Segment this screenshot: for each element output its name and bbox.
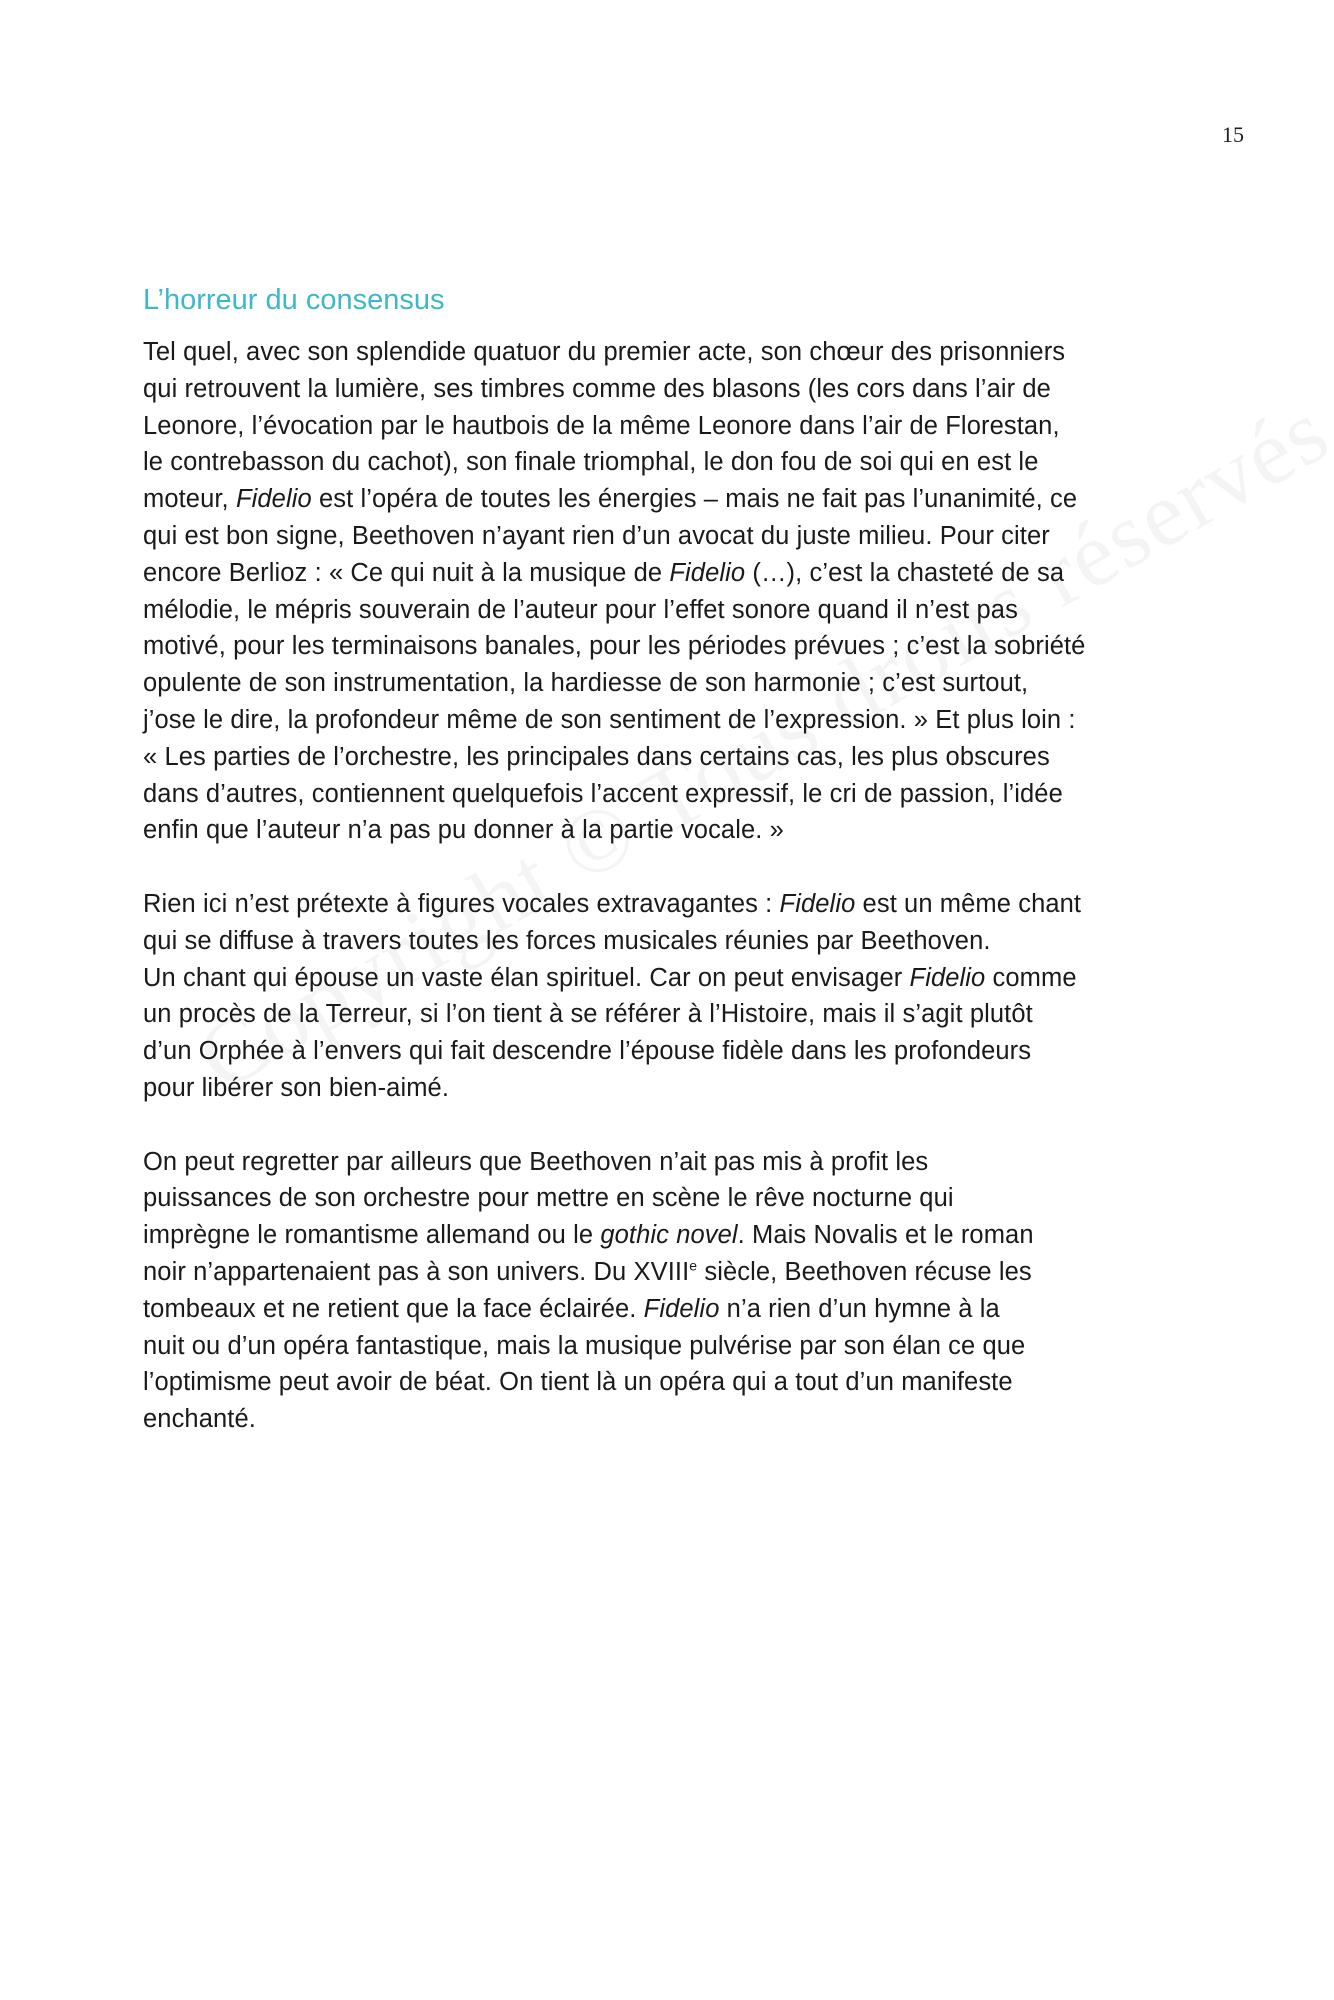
text-line	[143, 444, 1213, 481]
text-line	[143, 886, 1213, 923]
text-segment: Rien ici n’est prétexte à figures vocales extravagantes :	[143, 889, 780, 918]
text-line	[143, 371, 1213, 408]
text-segment: nuit ou d’un opéra fantastique, mais la musique pulvérise par son élan ce que	[143, 1331, 1026, 1360]
text-line	[143, 518, 1213, 555]
text-segment: noir n’appartenaient pas à son univers. Du XVIII	[143, 1257, 690, 1286]
text-segment: l’optimisme peut avoir de béat. On tient là un opéra qui a tout d’un manifeste	[143, 1368, 1013, 1397]
page-number: 15	[1222, 122, 1244, 147]
text-line	[143, 592, 1213, 629]
italic-text: Fidelio	[643, 1294, 720, 1323]
paragraph	[143, 334, 1213, 849]
text-segment: Leonore, l’évocation par le hautbois de la même Leonore dans l’air de Florestan,	[143, 411, 1060, 440]
text-segment: encore Berlioz : « Ce qui nuit à la musique de	[143, 558, 670, 587]
text-segment: « Les parties de l’orchestre, les principales dans certains cas, les plus obscures	[143, 742, 1050, 771]
text-line	[143, 1070, 1213, 1107]
italic-text: Fidelio	[669, 558, 746, 587]
text-line	[143, 555, 1213, 592]
text-segment: j’ose le dire, la profondeur même de son sentiment de l’expression. » Et plus loin :	[143, 705, 1076, 734]
text-segment: est l’opéra de toutes les énergies – mais ne fait pas l’unanimité, ce	[311, 485, 1078, 514]
text-segment: Un chant qui épouse un vaste élan spirituel. Car on peut envisager	[143, 963, 910, 992]
text-segment: enfin que l’auteur n’a pas pu donner à la partie vocale. »	[143, 816, 784, 845]
section-title: L’horreur du consensus	[143, 284, 445, 316]
text-line	[143, 1328, 1213, 1365]
text-segment: comme	[985, 963, 1077, 992]
text-line	[143, 960, 1213, 997]
italic-text: gothic novel	[600, 1221, 738, 1250]
paragraphs-container	[143, 334, 1213, 1438]
italic-text: Fidelio	[779, 889, 856, 918]
text-line	[143, 702, 1213, 739]
text-segment: le contrebasson du cachot), son finale triomphal, le don fou de soi qui en est le	[143, 448, 1039, 477]
superscript-text: e	[689, 1257, 698, 1274]
text-segment: tombeaux et ne retient que la face éclairée.	[143, 1294, 644, 1323]
italic-text: Fidelio	[235, 485, 312, 514]
text-line	[143, 739, 1213, 776]
text-line	[143, 923, 1213, 960]
article-body	[143, 280, 1213, 1475]
text-segment: est un même chant	[855, 889, 1082, 918]
text-line	[143, 334, 1213, 371]
text-line	[143, 628, 1213, 665]
text-line	[143, 996, 1213, 1033]
text-segment: dans d’autres, contiennent quelquefois l’accent expressif, le cri de passion, l’idée	[143, 779, 1063, 808]
text-line	[143, 1180, 1213, 1217]
text-line	[143, 1401, 1213, 1438]
text-segment: Tel quel, avec son splendide quatuor du premier acte, son chœur des prisonniers	[143, 338, 1066, 366]
text-line	[143, 1291, 1213, 1328]
text-line	[143, 1254, 1213, 1291]
text-segment: enchanté.	[143, 1405, 256, 1434]
text-segment: On peut regretter par ailleurs que Beethoven n’ait pas mis à profit les	[143, 1147, 929, 1176]
text-line	[143, 776, 1213, 813]
text-segment: qui est bon signe, Beethoven n’ayant rien d’un avocat du juste milieu. Pour citer	[143, 521, 1050, 550]
text-segment: moteur,	[143, 485, 236, 514]
text-line	[143, 1364, 1213, 1401]
text-segment: un procès de la Terreur, si l’on tient à se référer à l’Histoire, mais il s’agit plutôt	[143, 1000, 1033, 1029]
text-segment: n’a rien d’un hymne à la	[719, 1294, 1000, 1323]
text-segment: d’un Orphée à l’envers qui fait descendre l’épouse fidèle dans les profondeurs	[143, 1037, 1032, 1066]
text-line	[143, 481, 1213, 518]
text-line	[143, 1144, 1213, 1181]
text-segment: pour libérer son bien-aimé.	[143, 1073, 450, 1102]
text-segment: qui se diffuse à travers toutes les forces musicales réunies par Beethoven.	[143, 926, 991, 955]
text-segment: qui retrouvent la lumière, ses timbres comme des blasons (les cors dans l’air de	[143, 374, 1051, 403]
text-segment: motivé, pour les terminaisons banales, pour les périodes prévues ; c’est la sobriété	[143, 632, 1086, 661]
italic-text: Fidelio	[909, 963, 986, 992]
paragraph	[143, 1144, 1213, 1438]
text-line	[143, 1217, 1213, 1254]
text-line	[143, 665, 1213, 702]
text-line	[143, 1033, 1213, 1070]
text-line	[143, 408, 1213, 445]
text-segment: imprègne le romantisme allemand ou le	[143, 1221, 601, 1250]
text-segment: opulente de son instrumentation, la hardiesse de son harmonie ; c’est surtout,	[143, 669, 1029, 698]
text-segment: . Mais Novalis et le roman	[737, 1221, 1034, 1250]
text-segment: (…), c’est la chasteté de sa	[745, 558, 1065, 587]
text-segment: siècle, Beethoven récuse les	[697, 1257, 1032, 1286]
paragraph	[143, 886, 1213, 1107]
text-segment: puissances de son orchestre pour mettre en scène le rêve nocturne qui	[143, 1184, 954, 1213]
text-segment: mélodie, le mépris souverain de l’auteur pour l’effet sonore quand il n’est pas	[143, 595, 1018, 624]
text-line	[143, 812, 1213, 849]
